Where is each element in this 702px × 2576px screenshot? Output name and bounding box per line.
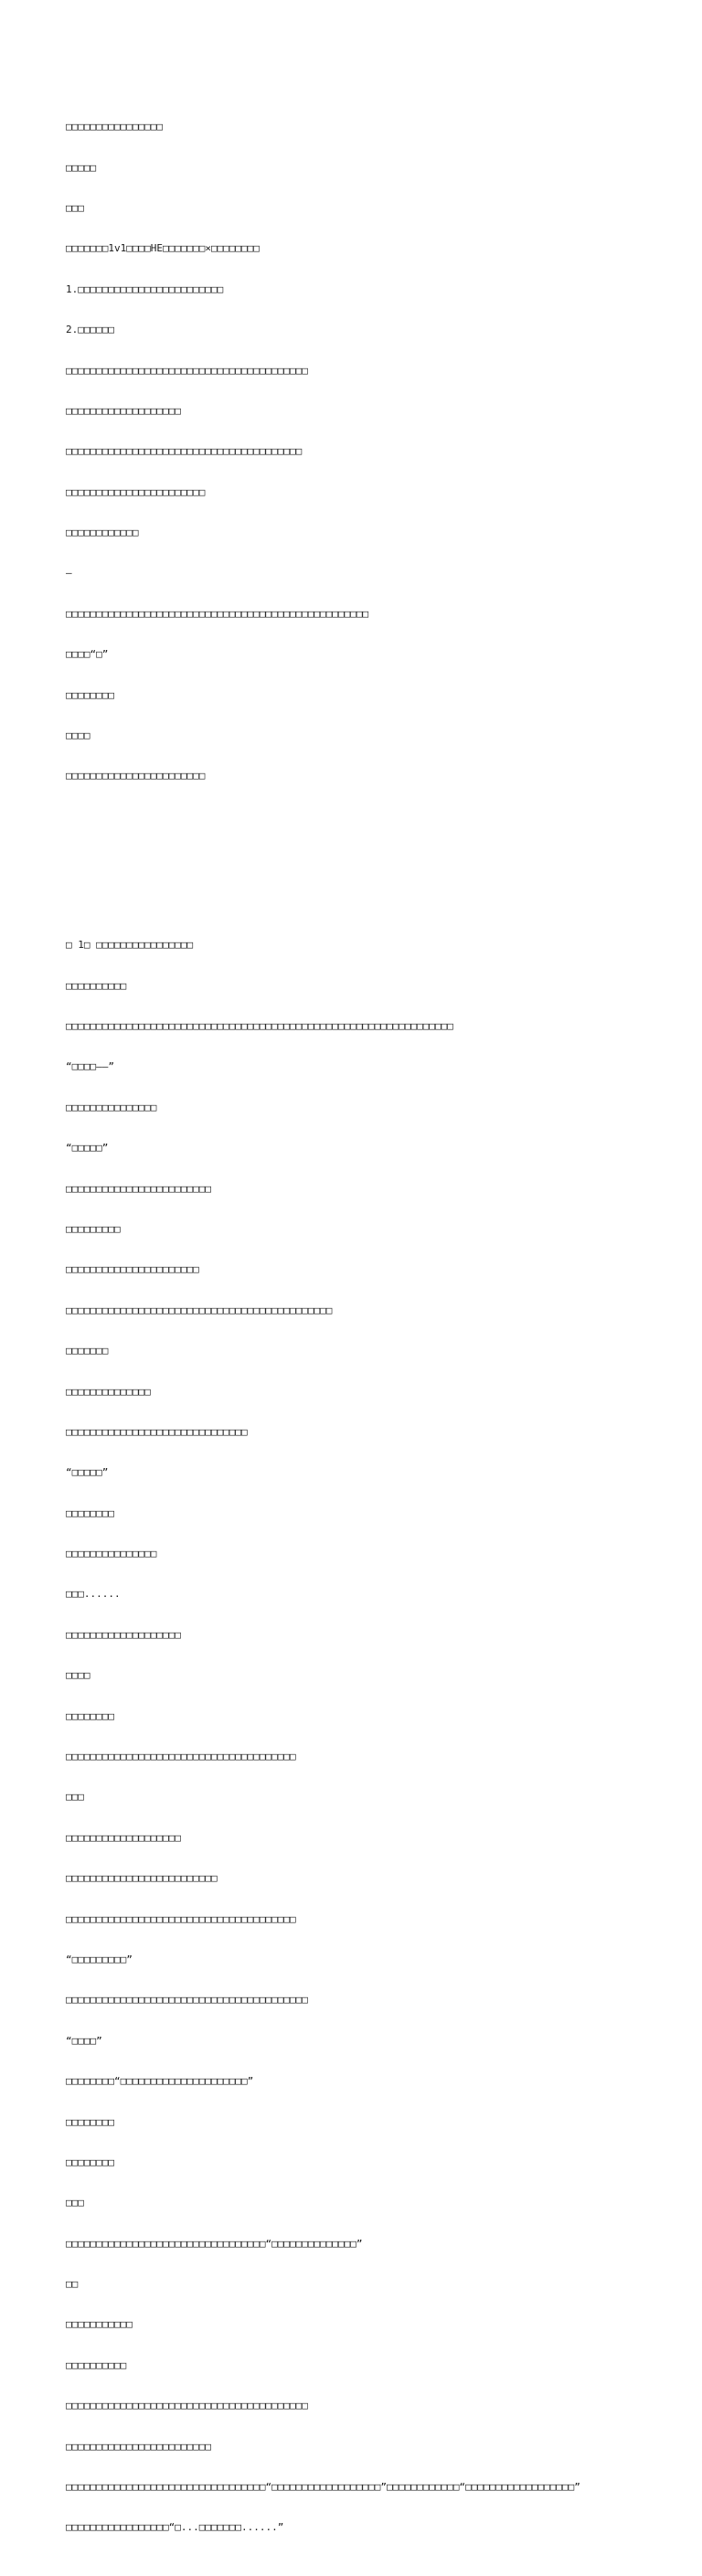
header-line-15: □□□□□□□□ [66, 688, 114, 701]
body-line: □□□□□□□ [66, 1345, 109, 1357]
body-line: □□□ [66, 1791, 84, 1804]
header-line-12: — [66, 567, 72, 580]
body-line: □□□...... [66, 1588, 121, 1601]
header-line-9: □□□□□□□□□□□□□□□□□□□□□□□□□□□□□□□□□□□□□□□ [66, 445, 303, 458]
chapter-heading: □ 1□ □□□□□□□□□□□□□□□□ [66, 939, 194, 952]
body-line: □□□□□□□□□□□□□□□□□□□□□□□□□□□□□□□□□□□□□□□□□□□□ [66, 1304, 333, 1316]
header-line-6: 2.□□□□□□ [66, 324, 114, 336]
body-line: □□□□□□□□□□□□□□□□□□□ [66, 1831, 181, 1844]
header-line-3: □□□ [66, 201, 84, 214]
body-line: □□□ [66, 2197, 84, 2209]
body-line: □□□□□□□□ [66, 1709, 114, 1722]
body-line: □□□□□□□□□□□□□□□ [66, 1101, 157, 1113]
body-line: □□□□□□□□□□□□□□□□□□□□□□□□□ [66, 1872, 218, 1885]
header-line-13: □□□□□□□□□□□□□□□□□□□□□□□□□□□□□□□□□□□□□□□□□□□□□□□□□□ [66, 607, 369, 620]
body-line: □□□□□□□□□□□□□□□□□□□□□□□□□□□□□□□□□□□□□□ [66, 1912, 296, 1925]
body-line: □□□□□□□□□□□□□□□□□□□□□□□□□□□□□□□□□“□□□□□□□□□□□□□□□□□□”□□□□□□□□□□□□“□□□□□□□□□□□□□□□□□□” [66, 2481, 580, 2494]
body-line: □□□□□□□□“□□□□□□□□□□□□□□□□□□□□□” [66, 2075, 254, 2088]
header-line-1: □□□□□□□□□□□□□□□□ [66, 121, 163, 133]
body-line: □□□□□□□□□□□□□□□□□□□□□□ [66, 1263, 199, 1276]
body-line: □□□□□□□□□□□□□□□□□□□□□□□□□□□□□□□□□□□□□□ [66, 1751, 296, 1763]
body-line: □□□□□□□□ [66, 2156, 114, 2168]
body-line: □□□□□□□□□□□□□□□□□□□□□□□□□□□□□□□□□□□□□□□□ [66, 1994, 308, 2007]
body-line: □□ [66, 2278, 79, 2291]
body-line: “□□□□——” [66, 1060, 114, 1073]
document-page [66, 67, 687, 2576]
header-line-2: □□□□□ [66, 161, 97, 174]
header-line-11: □□□□□□□□□□□□ [66, 527, 139, 539]
body-line: “□□□□□” [66, 1466, 109, 1479]
body-line: □□□□□□□□□□□□□□□□□□□□□□□□□□□□□□ [66, 1425, 248, 1438]
body-line: □□□□□□□□□□□□□□□□□“□...□□□□□□□......” [66, 2521, 284, 2534]
header-line-17: □□□□□□□□□□□□□□□□□□□□□□□ [66, 770, 206, 782]
body-line: “□□□□” [66, 2034, 102, 2047]
body-line: □□□□□□□□□□□□□□□□□□□□□□□□□□□□□□□□□□□□□□□□ [66, 2400, 308, 2412]
header-line-7: □□□□□□□□□□□□□□□□□□□□□□□□□□□□□□□□□□□□□□□□ [66, 364, 308, 377]
header-line-16: □□□□ [66, 729, 90, 742]
body-line: □□□□□□□□□□□□□□□□□□□□□□□□ [66, 2440, 211, 2453]
section-spacer [66, 851, 687, 871]
body-line: □□□□□□□□□□□□□□□□□□□□□□□□□□□□□□□□□“□□□□□□□□□□□□□□” [66, 2237, 363, 2250]
body-line: □□□□□□□□□□□□□□□□□□□□□□□□□□□□□□□□□□□□□□□□□□□□□□□□□□□□□□□□□□□□□□□□ [66, 1019, 453, 1032]
body-line: “□□□□□” [66, 1142, 109, 1155]
body-line: □□□□□□□□□□□□□□□□□□□ [66, 1628, 181, 1641]
body-line: □□□□□□□□□□□ [66, 2318, 133, 2331]
body-line: □□□□□□□□ [66, 1506, 114, 1519]
body-line: “□□□□□□□□□” [66, 1953, 133, 1965]
header-line-8: □□□□□□□□□□□□□□□□□□□ [66, 404, 181, 417]
body-line: □□□□□□□□□□ [66, 979, 127, 992]
header-section [66, 94, 687, 811]
body-line: □□□□□□□□□□□□□□ [66, 1385, 151, 1398]
chapter-body [66, 912, 687, 2562]
header-line-4: □□□□□□□1v1□□□□HE□□□□□□□×□□□□□□□□ [66, 242, 260, 255]
body-line: □□□□□□□□□□□□□□□□□□□□□□□□ [66, 1182, 211, 1195]
body-line: □□□□□□□□□□ [66, 2358, 127, 2371]
header-line-5: 1.□□□□□□□□□□□□□□□□□□□□□□□□ [66, 282, 224, 295]
body-line: □□□□ [66, 1669, 90, 1682]
body-line: □□□□□□□□□ [66, 1222, 121, 1235]
body-line: □□□□□□□□ [66, 2115, 114, 2128]
header-line-14: □□□□“□” [66, 648, 109, 661]
body-line: □□□□□□□□□□□□□□□ [66, 1548, 157, 1560]
header-line-10: □□□□□□□□□□□□□□□□□□□□□□□ [66, 485, 206, 498]
